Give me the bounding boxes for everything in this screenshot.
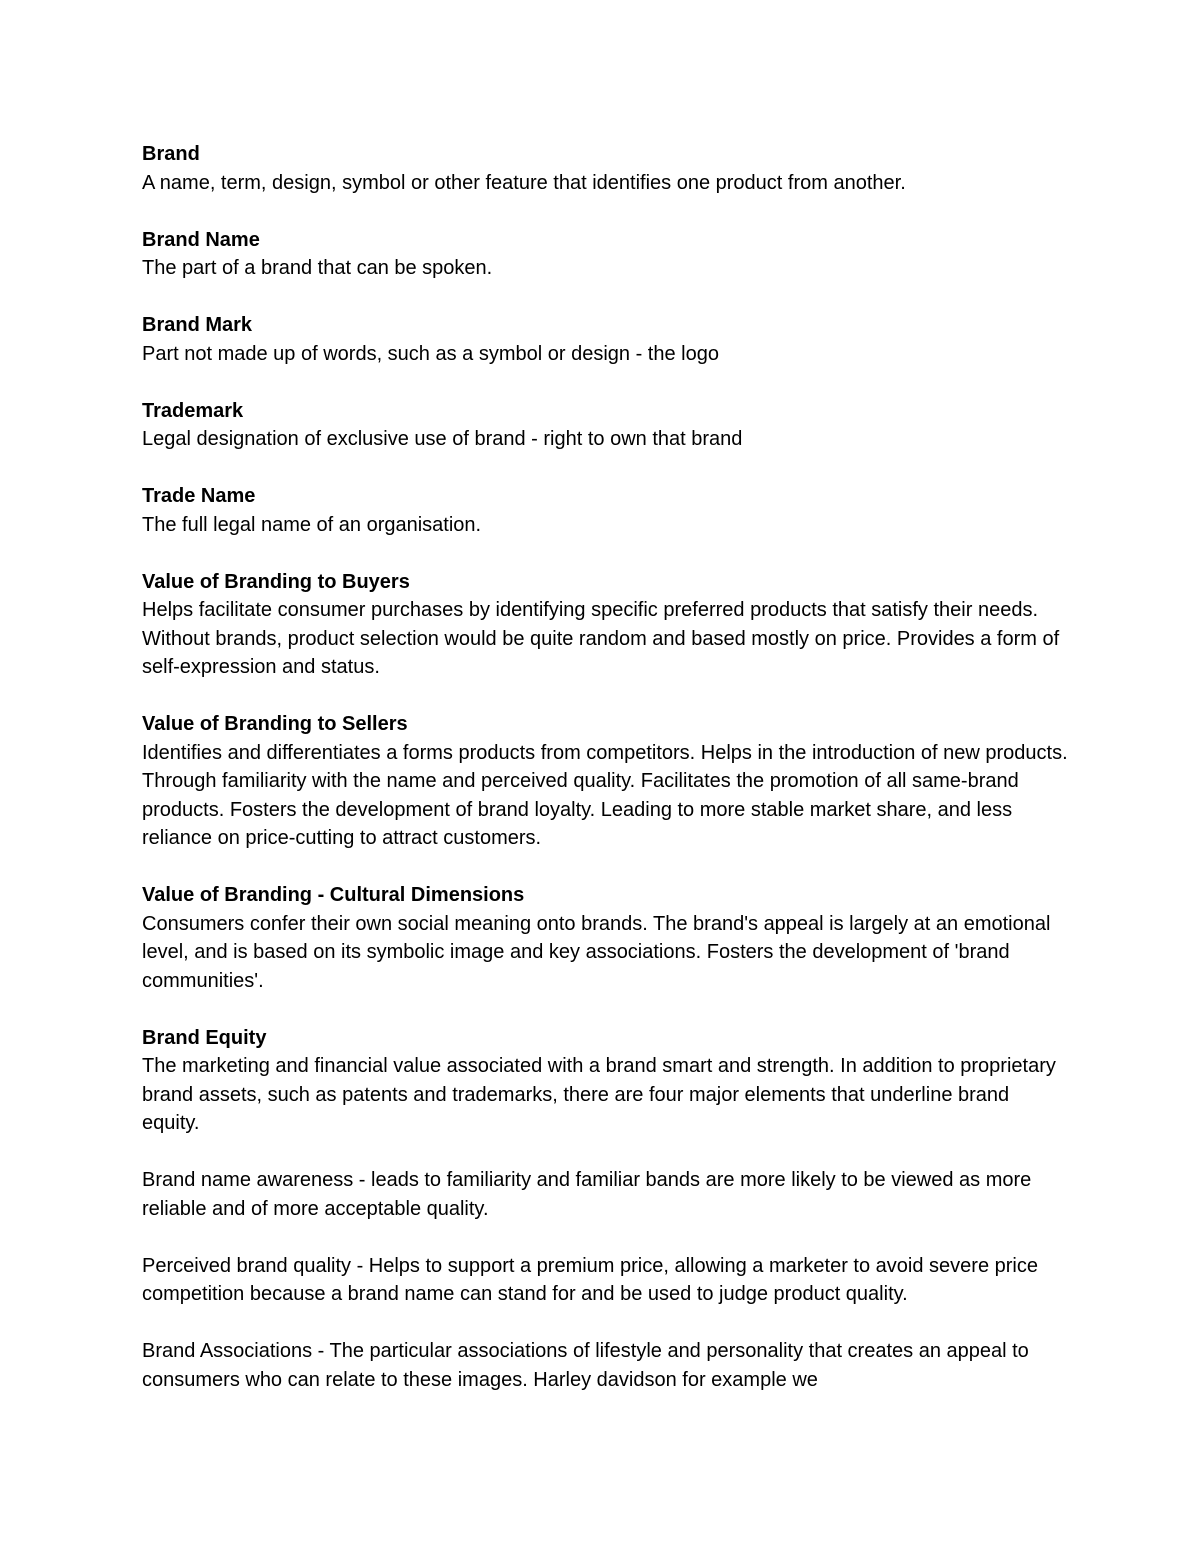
document-body: [142, 140, 1072, 1394]
definition-block-cultural-dimensions: [142, 881, 1072, 995]
term-heading: Brand Name: [142, 228, 260, 251]
term-heading: Brand Mark: [142, 314, 253, 336]
definition-block-trademark: [142, 397, 1072, 454]
term-heading: Trademark: [142, 399, 244, 422]
term-definition: Consumers confer their own social meaning onto brands. The brand's appeal is largely at an emotional level, and is based on its symbolic image and key associations. Fosters the development of 'brand communities'.: [142, 912, 1051, 992]
definition-block-brand-equity: [142, 1024, 1072, 1138]
term-definition: A name, term, design, symbol or other feature that identifies one product from another.: [142, 171, 906, 194]
term-heading: Brand: [142, 143, 200, 165]
brand-equity-elements: [142, 1166, 1072, 1394]
term-heading: Brand Equity: [142, 1026, 267, 1049]
term-definition: The marketing and financial value associated with a brand smart and strength. In addition to proprietary brand assets, such as patents and trademarks, there are four major elements that underline brand equity.: [142, 1055, 1056, 1134]
term-definition: The part of a brand that can be spoken.: [142, 257, 493, 279]
term-definition: Legal designation of exclusive use of brand - right to own that brand: [142, 428, 743, 450]
term-heading: Value of Branding to Buyers: [142, 570, 410, 593]
term-heading: Value of Branding - Cultural Dimensions: [142, 884, 525, 906]
definition-block-brand-name: [142, 226, 1072, 283]
term-definition: Part not made up of words, such as a symbol or design - the logo: [142, 342, 719, 365]
definition-block-brand-mark: [142, 311, 1072, 368]
term-definition: Helps facilitate consumer purchases by identifying specific preferred products that satisfy their needs. Without brands, product selection would be quite random and based mostly on price. Provides a form of self-expression and status.: [142, 599, 1060, 678]
paragraph-brand-associations: Brand Associations - The particular associations of lifestyle and personality that creates an appeal to consumers who can relate to these images. Harley davidson for example we: [142, 1340, 1029, 1391]
term-heading: Value of Branding to Sellers: [142, 713, 408, 735]
definition-block-value-buyers: [142, 568, 1072, 682]
term-definition: Identifies and differentiates a forms products from competitors. Helps in the introduction of new products. Through familiarity with the name and perceived quality. Facilitates the promotion of all same-brand products. Fosters the development of brand loyalty. Leading to more stable market share, and less reliance on price-cutting to attract customers.: [142, 741, 1068, 849]
paragraph-brand-name-awareness: Brand name awareness - leads to familiarity and familiar bands are more likely to be viewed as more reliable and of more acceptable quality.: [142, 1169, 1032, 1220]
definition-block-brand: [142, 140, 1072, 197]
paragraph-perceived-brand-quality: Perceived brand quality - Helps to support a premium price, allowing a marketer to avoid severe price competition because a brand name can stand for and be used to judge product quality.: [142, 1254, 1038, 1305]
term-heading: Trade Name: [142, 485, 256, 507]
definition-block-trade-name: [142, 482, 1072, 539]
definition-block-value-sellers: [142, 710, 1072, 853]
term-definition: The full legal name of an organisation.: [142, 513, 482, 536]
